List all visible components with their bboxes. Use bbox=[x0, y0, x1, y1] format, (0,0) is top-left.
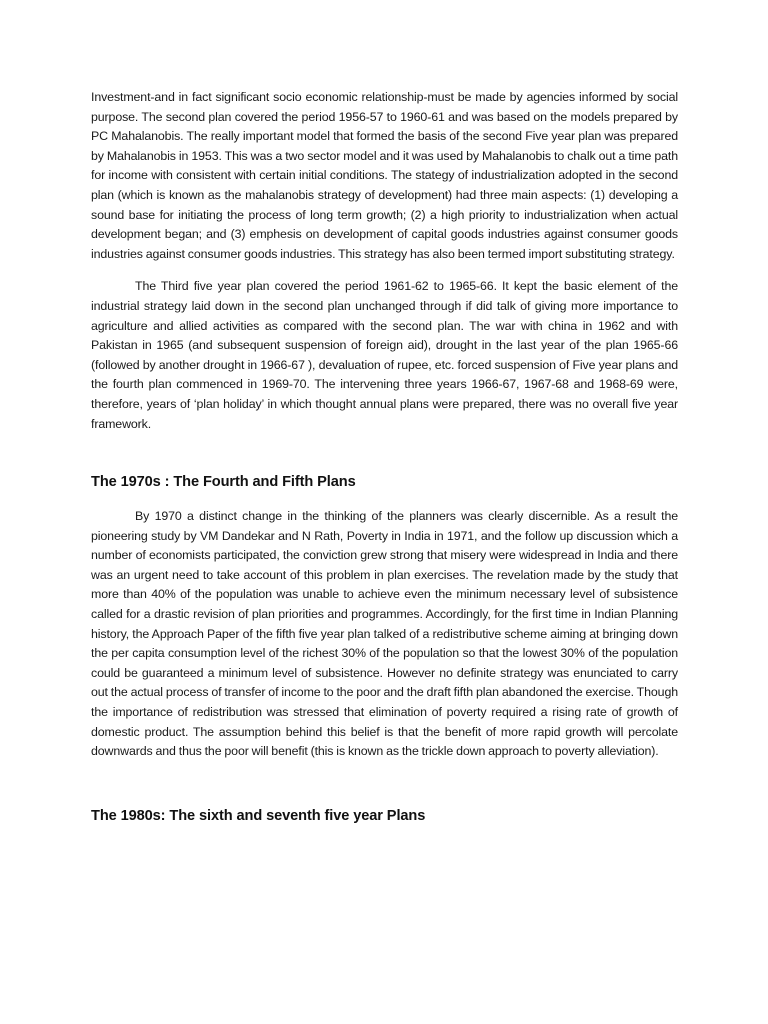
paragraph-1970s: By 1970 a distinct change in the thinking of the planners was clearly discernible. As a result the pioneering study by VM Dandekar and N Rath, Poverty in India in 1971, and the follow up discussion which a number of economists participated, the conviction grew strong that misery were widespread in India and there was an urgent need to take account of this problem in plan exercises. The revelation made by the study that more than 40% of the population was unable to achieve even the minimum necessary level of subsistence called for a drastic revision of plan priorities and programmes. Accordingly, for the first time in Indian Planning history, the Approach Paper of the fifth five year plan talked of a redistributive scheme aiming at bringing down the per capita consumption level of the richest 30% of the population so that the lowest 30% of the population could be guaranteed a minimum level of subsistence. However no definite strategy was enunciated to carry out the actual process of transfer of income to the poor and the draft fifth plan abandoned the exercise. Though the importance of redistribution was stressed that elimination of poverty required a rising rate of growth of domestic product. The assumption behind this belief is that the benefit of more rapid growth will percolate downwards and thus the poor will benefit (this is known as the trickle down approach to poverty alleviation). bbox=[91, 509, 678, 759]
section-heading-1970s: The 1970s : The Fourth and Fifth Plans bbox=[91, 474, 356, 491]
paragraph-second-plan: Investment-and in fact significant socio economic relationship-must be made by agencies informed by social purpose. The second plan covered the period 1956-57 to 1960-61 and was based on the models prepared by PC Mahalanobis. The really important model that formed the basis of the second Five year plan was prepared by Mahalanobis in 1953. This was a two sector model and it was used by Mahalanobis to chalk out a time path for income with consistent with certain initial conditions. The stategy of industrialization adopted in the second plan (which is known as the mahalanobis strategy of development) had three main aspects: (1) developing a sound base for initiating the process of long term growth; (2) a high priority to industrialization when actual development began; and (3) emphesis on development of capital goods industries against consumer goods industries against consumer goods industries. This strategy has also been termed import substituting strategy. bbox=[91, 90, 678, 261]
section-heading-1980s: The 1980s: The sixth and seventh five year Plans bbox=[91, 807, 426, 824]
paragraph-third-plan: The Third five year plan covered the period 1961-62 to 1965-66. It kept the basic element of the industrial strategy laid down in the second plan unchanged through if did talk of giving more importance to agriculture and allied activities as compared with the second plan. The war with china in 1962 and with Pakistan in 1965 (and subsequent suspension of foreign aid), drought in the last year of the plan 1965-66 (followed by another drought in 1966-67 ), devaluation of rupee, etc. forced suspension of Five year plans and the fourth plan commenced in 1969-70. The intervening three years 1966-67, 1967-68 and 1968-69 were, therefore, years of ‘plan holiday’ in which thought annual plans were prepared, there was no overall five year framework. bbox=[91, 279, 678, 431]
document-page bbox=[91, 88, 678, 826]
